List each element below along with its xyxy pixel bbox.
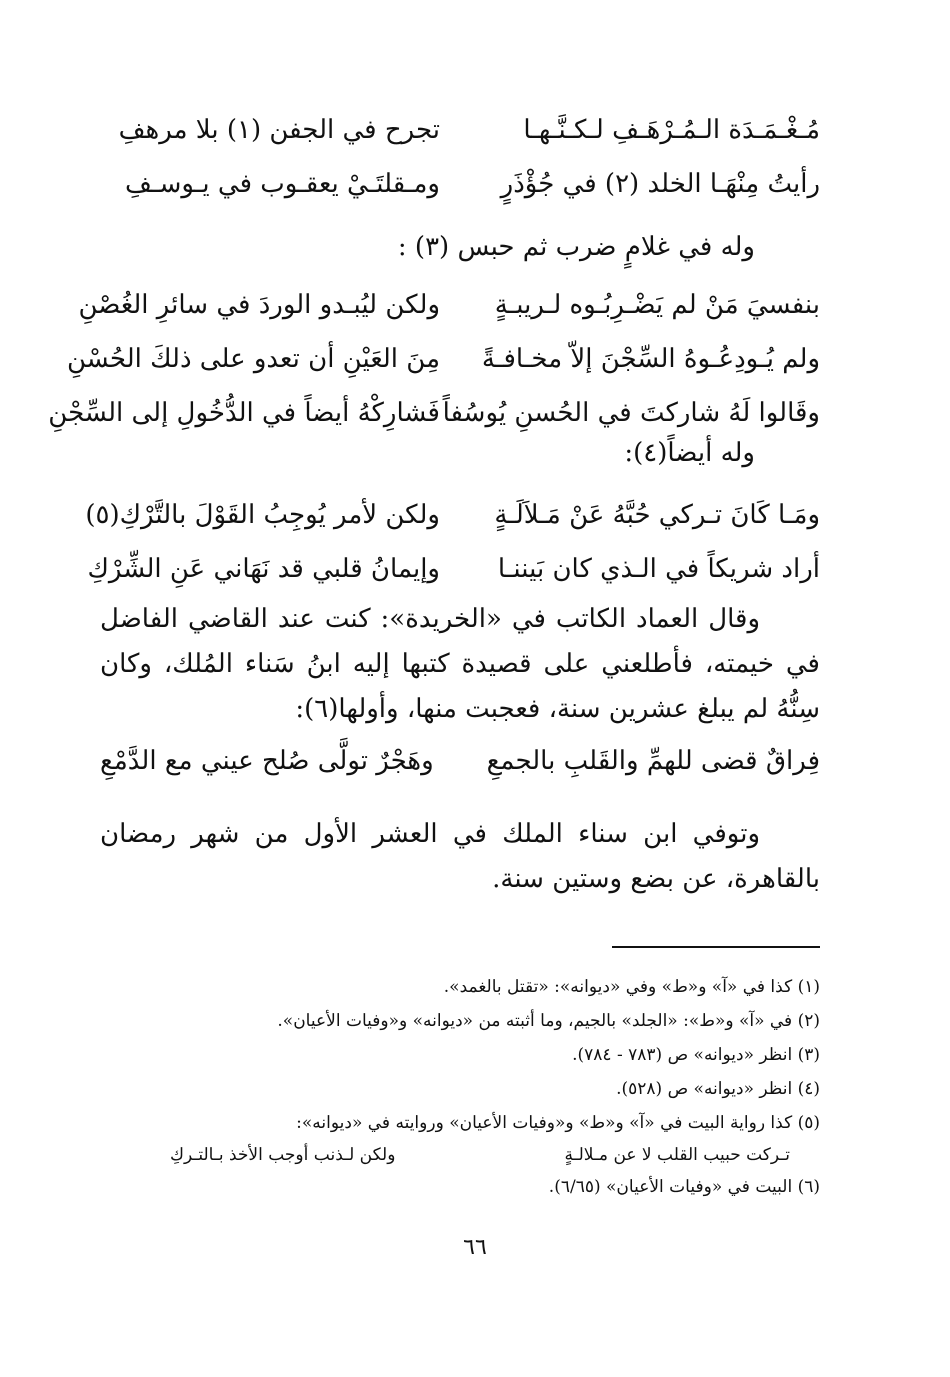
verse-second-hemistich: ولكن لأمر يُوجِبُ القَوْلَ بالتَّرْكِ(٥) [85,500,440,530]
footnote: (١) كذا في «آ» و«ط» وفي «ديوانه»: «تقتل بالغمد». [443,977,820,997]
prose-text: وتوفي ابن سناء الملك في العشر الأول من شهر رمضان بالقاهرة، عن بضع وستين سنة. [100,819,820,894]
verse-first-hemistich: بنفسيَ مَنْ لم يَضْـرِبُـوه لـريبـةٍ [494,290,820,320]
verse-second-hemistich: ولكن ليُبـدو الوردَ في سائرِ الغُصْنِ [78,290,440,320]
verse-first-hemistich: تـركت حبيب القلب لا عن مـلالـةٍ [564,1145,790,1165]
verse-line [78,278,820,332]
verse-first-hemistich: فِراقٌ قضى للهمِّ والقَلبِ بالجمعِ [486,746,820,776]
verse-first-hemistich: مُـغْـمَـدَة الـمُـرْهَـفِ لـكـنَّـهـا [523,115,820,145]
verse-first-hemistich: ولم يُـودِعُـوهُ السِّجْنَ إلاّ مخـافـةً [481,344,820,374]
prose-text: وقال العماد الكاتب في «الخريدة»: كنت عند القاضي الفاضل في خيمته، فأطلعني على قصيدة كتبها إليه ابنُ سَناء المُلك، وكان سِنُّهُ لم يبلغ عشرين سنة، فعجبت منها، وأولها(٦): [100,604,820,724]
verse-line [100,157,820,211]
prose-paragraph [100,597,820,732]
verse-second-hemistich: ولكن لـذنب أوجب الأخذ بـالتـركِ [170,1145,396,1165]
verse-first-hemistich: أراد شريكاً في الـذي كان بَيننـا [497,554,820,584]
verse-group-top [100,103,820,211]
page-number: ٦٦ [463,1235,487,1260]
verse-second-hemistich: ومـقلتَـيْ يعقـوب في يـوسـفِ [125,169,440,199]
verse-line [100,103,820,157]
verse-second-hemistich: وهَجْرٌ تولَّى صُلح عيني مع الدَّمْعِ [100,746,434,776]
verse-group-middle [48,278,820,440]
verse-second-hemistich: وإيمانُ قلبي قد نَهَاني عَنِ الشِّرْكِ [87,554,440,584]
verse-second-hemistich: فَشارِكْهُ أيضاً في الدُّخُولِ إلى السِّجْنِ [48,398,440,428]
footnote-divider [612,946,820,948]
poem-introduction: وله أيضاً(٤): [624,438,755,468]
footnote-verse [100,1140,820,1170]
verse-first-hemistich: وقَالوا لَهُ شاركتَ في الحُسنِ يُوسُفاً [442,398,820,428]
verse-first-hemistich: رأيتُ مِنْهَـا الخلد (٢) في جُؤْذَرٍ [500,169,820,199]
verse-line [100,746,820,776]
prose-paragraph [100,812,820,902]
verse-group-lower [85,488,820,596]
footnote: (٣) انظر «ديوانه» ص (٧٨٣ - ٧٨٤). [572,1045,820,1065]
verse-second-hemistich: تجرح في الجفن (١) بلا مرهفِ [118,115,440,145]
poem-introduction: وله في غلامٍ ضرب ثم حبس (٣) : [397,232,755,262]
footnote: (٥) كذا رواية البيت في «آ» و«ط» و«وفيات الأعيان» وروايته في «ديوانه»: [296,1113,820,1133]
verse-line [87,542,820,596]
verse-line [66,332,820,386]
verse-line [85,488,820,542]
footnotes [100,970,820,1204]
verse-second-hemistich: مِنَ العَيْنِ أن تعدو على ذلكَ الحُسْنِ [66,344,440,374]
footnote: (٤) انظر «ديوانه» ص (٥٢٨). [616,1079,820,1099]
footnote: (٦) البيت في «وفيات الأعيان» (٦/٦٥). [548,1177,820,1197]
verse-first-hemistich: ومَـا كَانَ تـركي حُبَّهُ عَنْ مَـلاَلَـةٍ [494,500,820,530]
verse-line [48,386,820,440]
footnote: (٢) في «آ» و«ط»: «الجلد» بالجيم، وما أثبته من «ديوانه» و«وفيات الأعيان». [277,1011,820,1031]
